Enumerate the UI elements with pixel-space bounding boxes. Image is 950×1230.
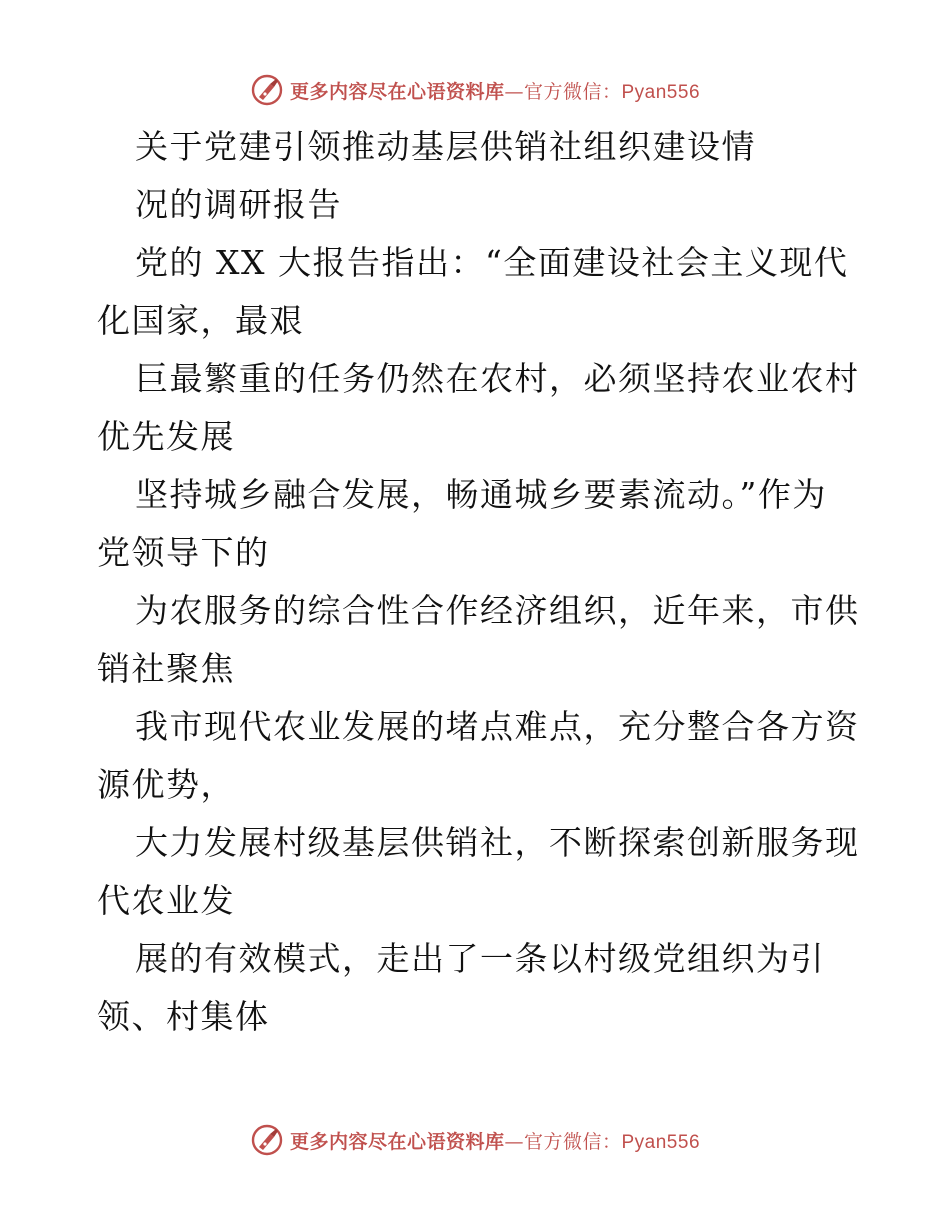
paragraph-line: 党领导下的 [97, 533, 270, 572]
paragraph-line: 巨最繁重的任务仍然在农村，必须坚持农业农村 [135, 359, 860, 398]
paragraph-line: 领、村集体 [97, 997, 270, 1036]
paragraph-line: 源优势， [97, 765, 235, 804]
paragraph-line: 展的有效模式，走出了一条以村级党组织为引 [135, 939, 825, 978]
paragraph-line: 化国家，最艰 [97, 301, 304, 340]
paragraph-line: 销社聚焦 [97, 649, 235, 688]
footer-wechat-label: 官方微信： [523, 1130, 622, 1153]
header-separator: — [504, 80, 524, 103]
paragraph-line: 代农业发 [97, 881, 235, 920]
header-wechat-label: 官方微信： [523, 80, 622, 103]
document-title-line-1: 关于党建引领推动基层供销社组织建设情 [135, 127, 756, 166]
pen-nib-logo-icon [250, 73, 284, 107]
header-brand-text: 更多内容尽在心语资料库 [289, 80, 505, 103]
paragraph-line: 党的 XX 大报告指出：“全面建设社会主义现代 [135, 243, 849, 282]
footer-watermark-banner [0, 1120, 950, 1160]
paragraph-line: 为农服务的综合性合作经济组织，近年来，市供 [135, 591, 860, 630]
header-wechat-id: Pyan556 [621, 81, 701, 103]
paragraph-line: 优先发展 [97, 417, 235, 456]
paragraph-line: 我市现代农业发展的堵点难点，充分整合各方资 [135, 707, 860, 746]
document-body [97, 118, 860, 1046]
document-title-line-2: 况的调研报告 [135, 185, 342, 224]
pen-nib-logo-icon [250, 1123, 284, 1157]
footer-separator: — [504, 1130, 524, 1153]
footer-brand-text: 更多内容尽在心语资料库 [289, 1130, 505, 1153]
footer-wechat-id: Pyan556 [621, 1131, 701, 1153]
header-watermark-banner [0, 70, 950, 110]
paragraph-line: 坚持城乡融合发展，畅通城乡要素流动。”作为 [135, 475, 827, 514]
paragraph-line: 大力发展村级基层供销社，不断探索创新服务现 [135, 823, 860, 862]
